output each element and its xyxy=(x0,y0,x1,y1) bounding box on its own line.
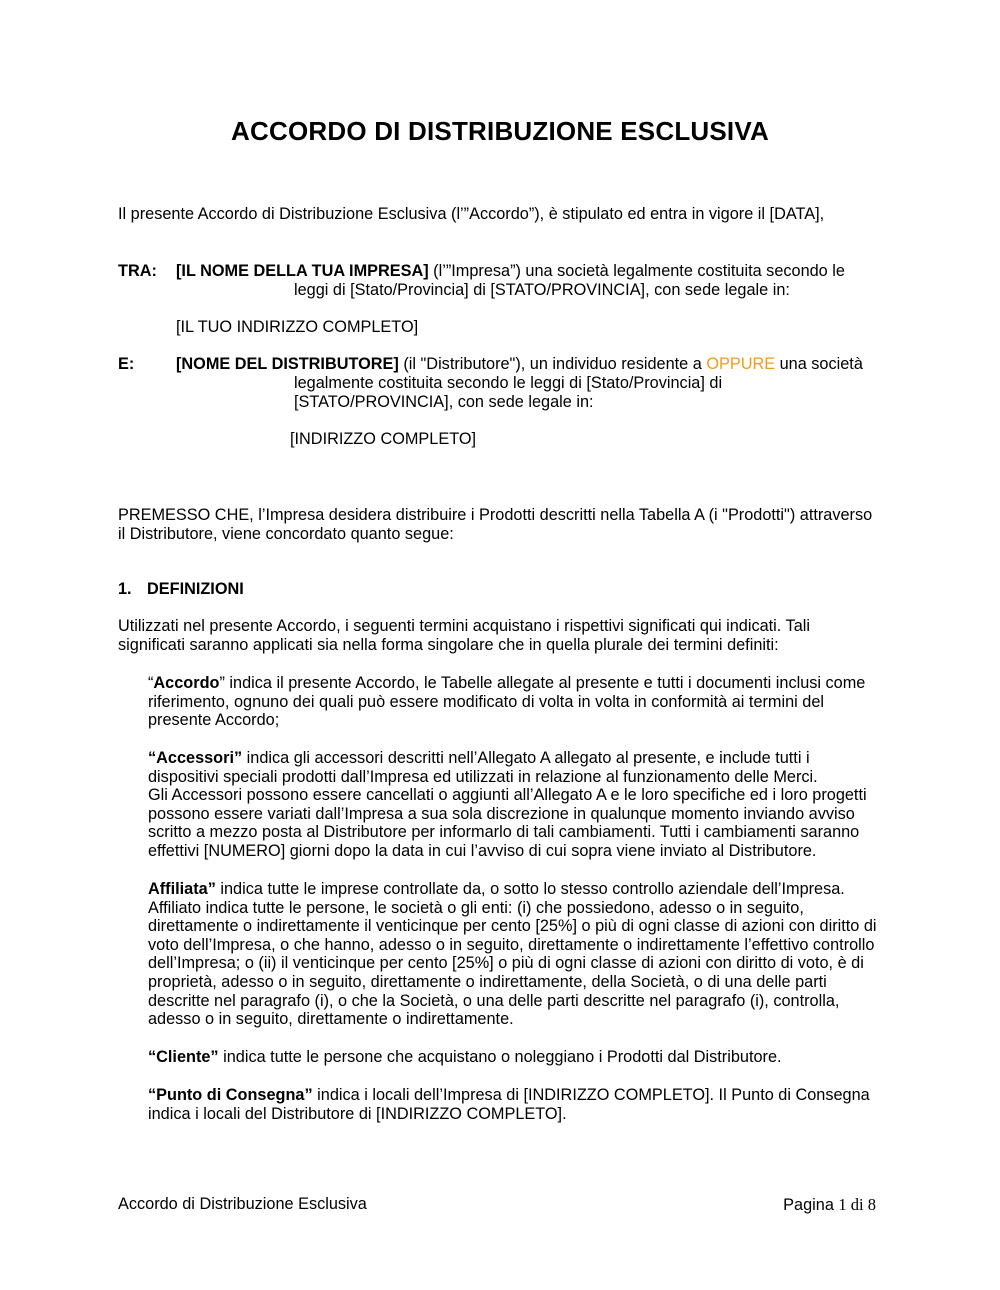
definition-line: direttamente o indirettamente il venticinque per cento [25%] o più di ogni classe di azioni con diritto di xyxy=(148,917,877,936)
intro-paragraph: Il presente Accordo di Distribuzione Esclusiva (l’”Accordo”), è stipulato ed entra in vigore il [DATA], xyxy=(118,205,825,223)
premesso-paragraph xyxy=(118,506,888,543)
definition-term: Affiliata” xyxy=(148,880,216,898)
definition-line: indica i locali del Distributore di [INDIRIZZO COMPLETO]. xyxy=(148,1104,567,1123)
party-tra-line2: leggi di [Stato/Provincia] di [STATO/PROVINCIA], con sede legale in: xyxy=(294,281,790,299)
definitions-intro-line1: Utilizzati nel presente Accordo, i seguenti termini acquistano i rispettivi significati qui indicati. Tali xyxy=(118,617,810,635)
footer-page-number xyxy=(783,1195,876,1215)
definition-line: voto dell’Impresa, o che hanno, adesso o in seguito, direttamente o indirettamente l’effettivo controllo xyxy=(148,935,875,954)
section-heading-definizioni xyxy=(118,580,244,599)
party-e-text: (il "Distributore"), un individuo residente a xyxy=(398,355,707,373)
definition-text: indica tutte le persone che acquistano o noleggiano i Prodotti dal Distributore. xyxy=(218,1048,782,1066)
definition-line xyxy=(148,1086,888,1105)
definition-line: presente Accordo; xyxy=(148,711,280,730)
distributor-name-placeholder: [NOME DEL DISTRIBUTORE] xyxy=(176,355,399,373)
definition-cliente xyxy=(148,1048,888,1067)
party-e-line3: [STATO/PROVINCIA], con sede legale in: xyxy=(294,392,594,411)
document-title: ACCORDO DI DISTRIBUZIONE ESCLUSIVA xyxy=(231,116,769,146)
page-label: Pagina xyxy=(783,1196,839,1214)
definition-line: adesso o in seguito, direttamente o indirettamente. xyxy=(148,1010,514,1029)
section-title: DEFINIZIONI xyxy=(147,580,244,598)
section-number: 1. xyxy=(118,580,132,598)
definition-punto-di-consegna xyxy=(148,1086,888,1123)
definition-line: Affiliato indica tutte le persone, le società o gli enti: (i) che possiedono, adesso o in seguito, xyxy=(148,898,804,917)
definition-text: indica i locali dell’Impresa di [INDIRIZZO COMPLETO]. Il Punto di Consegna xyxy=(312,1086,870,1104)
definition-line xyxy=(148,880,888,899)
definition-line: dell’Impresa; o (ii) il venticinque per cento [25%] o più di ogni classe di azioni con diritto di voto, è di xyxy=(148,954,864,973)
page-current: 1 xyxy=(838,1195,847,1214)
definition-line: possono essere variati dall’Impresa a sua sola discrezione in qualunque momento inviando avviso xyxy=(148,804,855,823)
definition-line xyxy=(148,1048,888,1067)
definition-text: ” indica il presente Accordo, le Tabelle allegate al presente e tutti i documenti inclusi come xyxy=(219,674,866,692)
company-address-placeholder: [IL TUO INDIRIZZO COMPLETO] xyxy=(176,318,419,336)
definition-term: “Punto di Consegna” xyxy=(148,1086,313,1104)
definition-line: proprietà, adesso o in seguito, direttamente o indirettamente, della Società, o di una delle parti xyxy=(148,972,827,991)
definition-line xyxy=(148,749,888,768)
party-label-tra: TRA: xyxy=(118,262,157,280)
definition-line: riferimento, ognuno dei quali può essere modificato di volta in volta in conformità ai termini del xyxy=(148,692,825,711)
page-separator: di xyxy=(846,1195,868,1214)
open-quote: “ xyxy=(148,674,154,692)
distributor-address-placeholder: [INDIRIZZO COMPLETO] xyxy=(290,430,477,448)
definition-accessori xyxy=(148,749,888,861)
definition-text: indica tutte le imprese controllate da, o sotto lo stesso controllo aziendale dell’Impresa. xyxy=(215,880,845,898)
premesso-line2: il Distributore, viene concordato quanto segue: xyxy=(118,524,454,543)
party-tra-text: (l’”Impresa”) una società legalmente costituita secondo le xyxy=(428,262,845,280)
footer-document-title: Accordo di Distribuzione Esclusiva xyxy=(118,1195,367,1213)
definition-term: “Accessori” xyxy=(148,749,243,767)
definition-affiliata xyxy=(148,880,888,1029)
party-e-text-tail: una società xyxy=(775,355,863,373)
company-name-placeholder: [IL NOME DELLA TUA IMPRESA] xyxy=(176,262,429,280)
party-label-e: E: xyxy=(118,355,135,373)
definitions-intro-line2: significati saranno applicati sia nella forma singolare che in quella plurale dei termini definiti: xyxy=(118,635,779,654)
definition-line xyxy=(148,674,888,693)
oppure-option: OPPURE xyxy=(706,355,776,373)
definition-line: descritte nel paragrafo (i), o che la Società, o una delle parti descritte nel paragrafo (i), controlla, xyxy=(148,991,840,1010)
definition-term: Accordo xyxy=(153,674,220,692)
definition-text: indica gli accessori descritti nell’Allegato A allegato al presente, e include tutti i xyxy=(242,749,810,767)
premesso-line1: PREMESSO CHE, l’Impresa desidera distribuire i Prodotti descritti nella Tabella A (i "Prodotti") attraverso xyxy=(118,506,873,524)
definition-line: dispositivi speciali prodotti dall’Impresa ed utilizzati in relazione al funzionamento delle Merci. xyxy=(148,767,818,786)
party-e-continuation xyxy=(294,374,874,411)
definition-line: effettivi [NUMERO] giorni dopo la data in cui l’avviso di cui sopra viene inviato al Distributore. xyxy=(148,841,817,860)
party-e-line1 xyxy=(176,355,896,374)
party-e-line2: legalmente costituita secondo le leggi di [Stato/Provincia] di xyxy=(294,374,723,392)
party-tra-line1 xyxy=(176,262,876,281)
definition-line: scritto a mezzo posta al Distributore per informarlo di tali cambiamenti. Tutti i cambiamenti saranno xyxy=(148,823,860,842)
page-total: 8 xyxy=(867,1195,876,1214)
definitions-intro xyxy=(118,617,888,654)
definition-line: Gli Accessori possono essere cancellati o aggiunti all’Allegato A e le loro specifiche ed i loro progetti xyxy=(148,786,867,805)
definition-accordo xyxy=(148,674,888,730)
definition-term: “Cliente” xyxy=(148,1048,219,1066)
